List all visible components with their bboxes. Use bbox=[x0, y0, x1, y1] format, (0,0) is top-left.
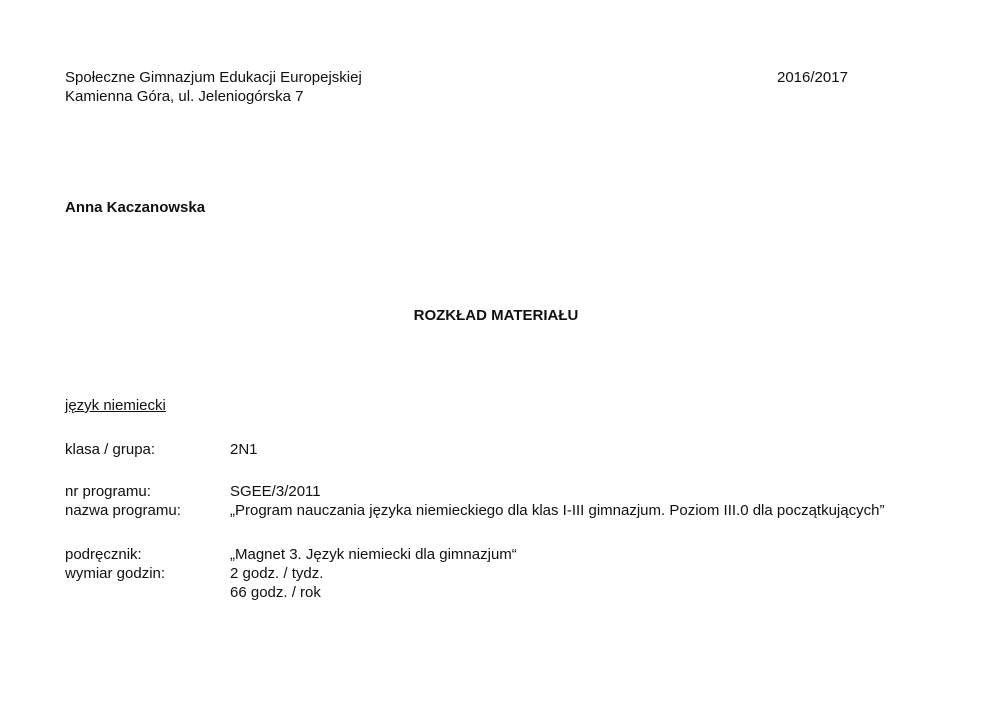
program-name-value: „Program nauczania języka niemieckiego dla klas I-III gimnazjum. Poziom III.0 dla początkujących” bbox=[230, 502, 885, 519]
hours-per-year: 66 godz. / rok bbox=[230, 584, 321, 601]
school-address: Kamienna Góra, ul. Jeleniogórska 7 bbox=[65, 88, 304, 105]
program-name-label: nazwa programu: bbox=[65, 502, 181, 519]
program-number-value: SGEE/3/2011 bbox=[230, 483, 321, 500]
hours-label: wymiar godzin: bbox=[65, 565, 166, 582]
school-name: Społeczne Gimnazjum Edukacji Europejskiej bbox=[65, 69, 362, 86]
teacher-name: Anna Kaczanowska bbox=[65, 199, 206, 216]
class-value: 2N1 bbox=[230, 441, 258, 458]
document-title: ROZKŁAD MATERIAŁU bbox=[413, 307, 579, 324]
class-label: klasa / grupa: bbox=[65, 441, 156, 458]
program-number-label: nr programu: bbox=[65, 483, 151, 500]
textbook-value: „Magnet 3. Język niemiecki dla gimnazjum“ bbox=[230, 546, 517, 563]
hours-per-week: 2 godz. / tydz. bbox=[230, 565, 324, 582]
textbook-label: podręcznik: bbox=[65, 546, 142, 563]
subject-heading: język niemiecki bbox=[65, 397, 166, 414]
school-year: 2016/2017 bbox=[777, 69, 848, 86]
